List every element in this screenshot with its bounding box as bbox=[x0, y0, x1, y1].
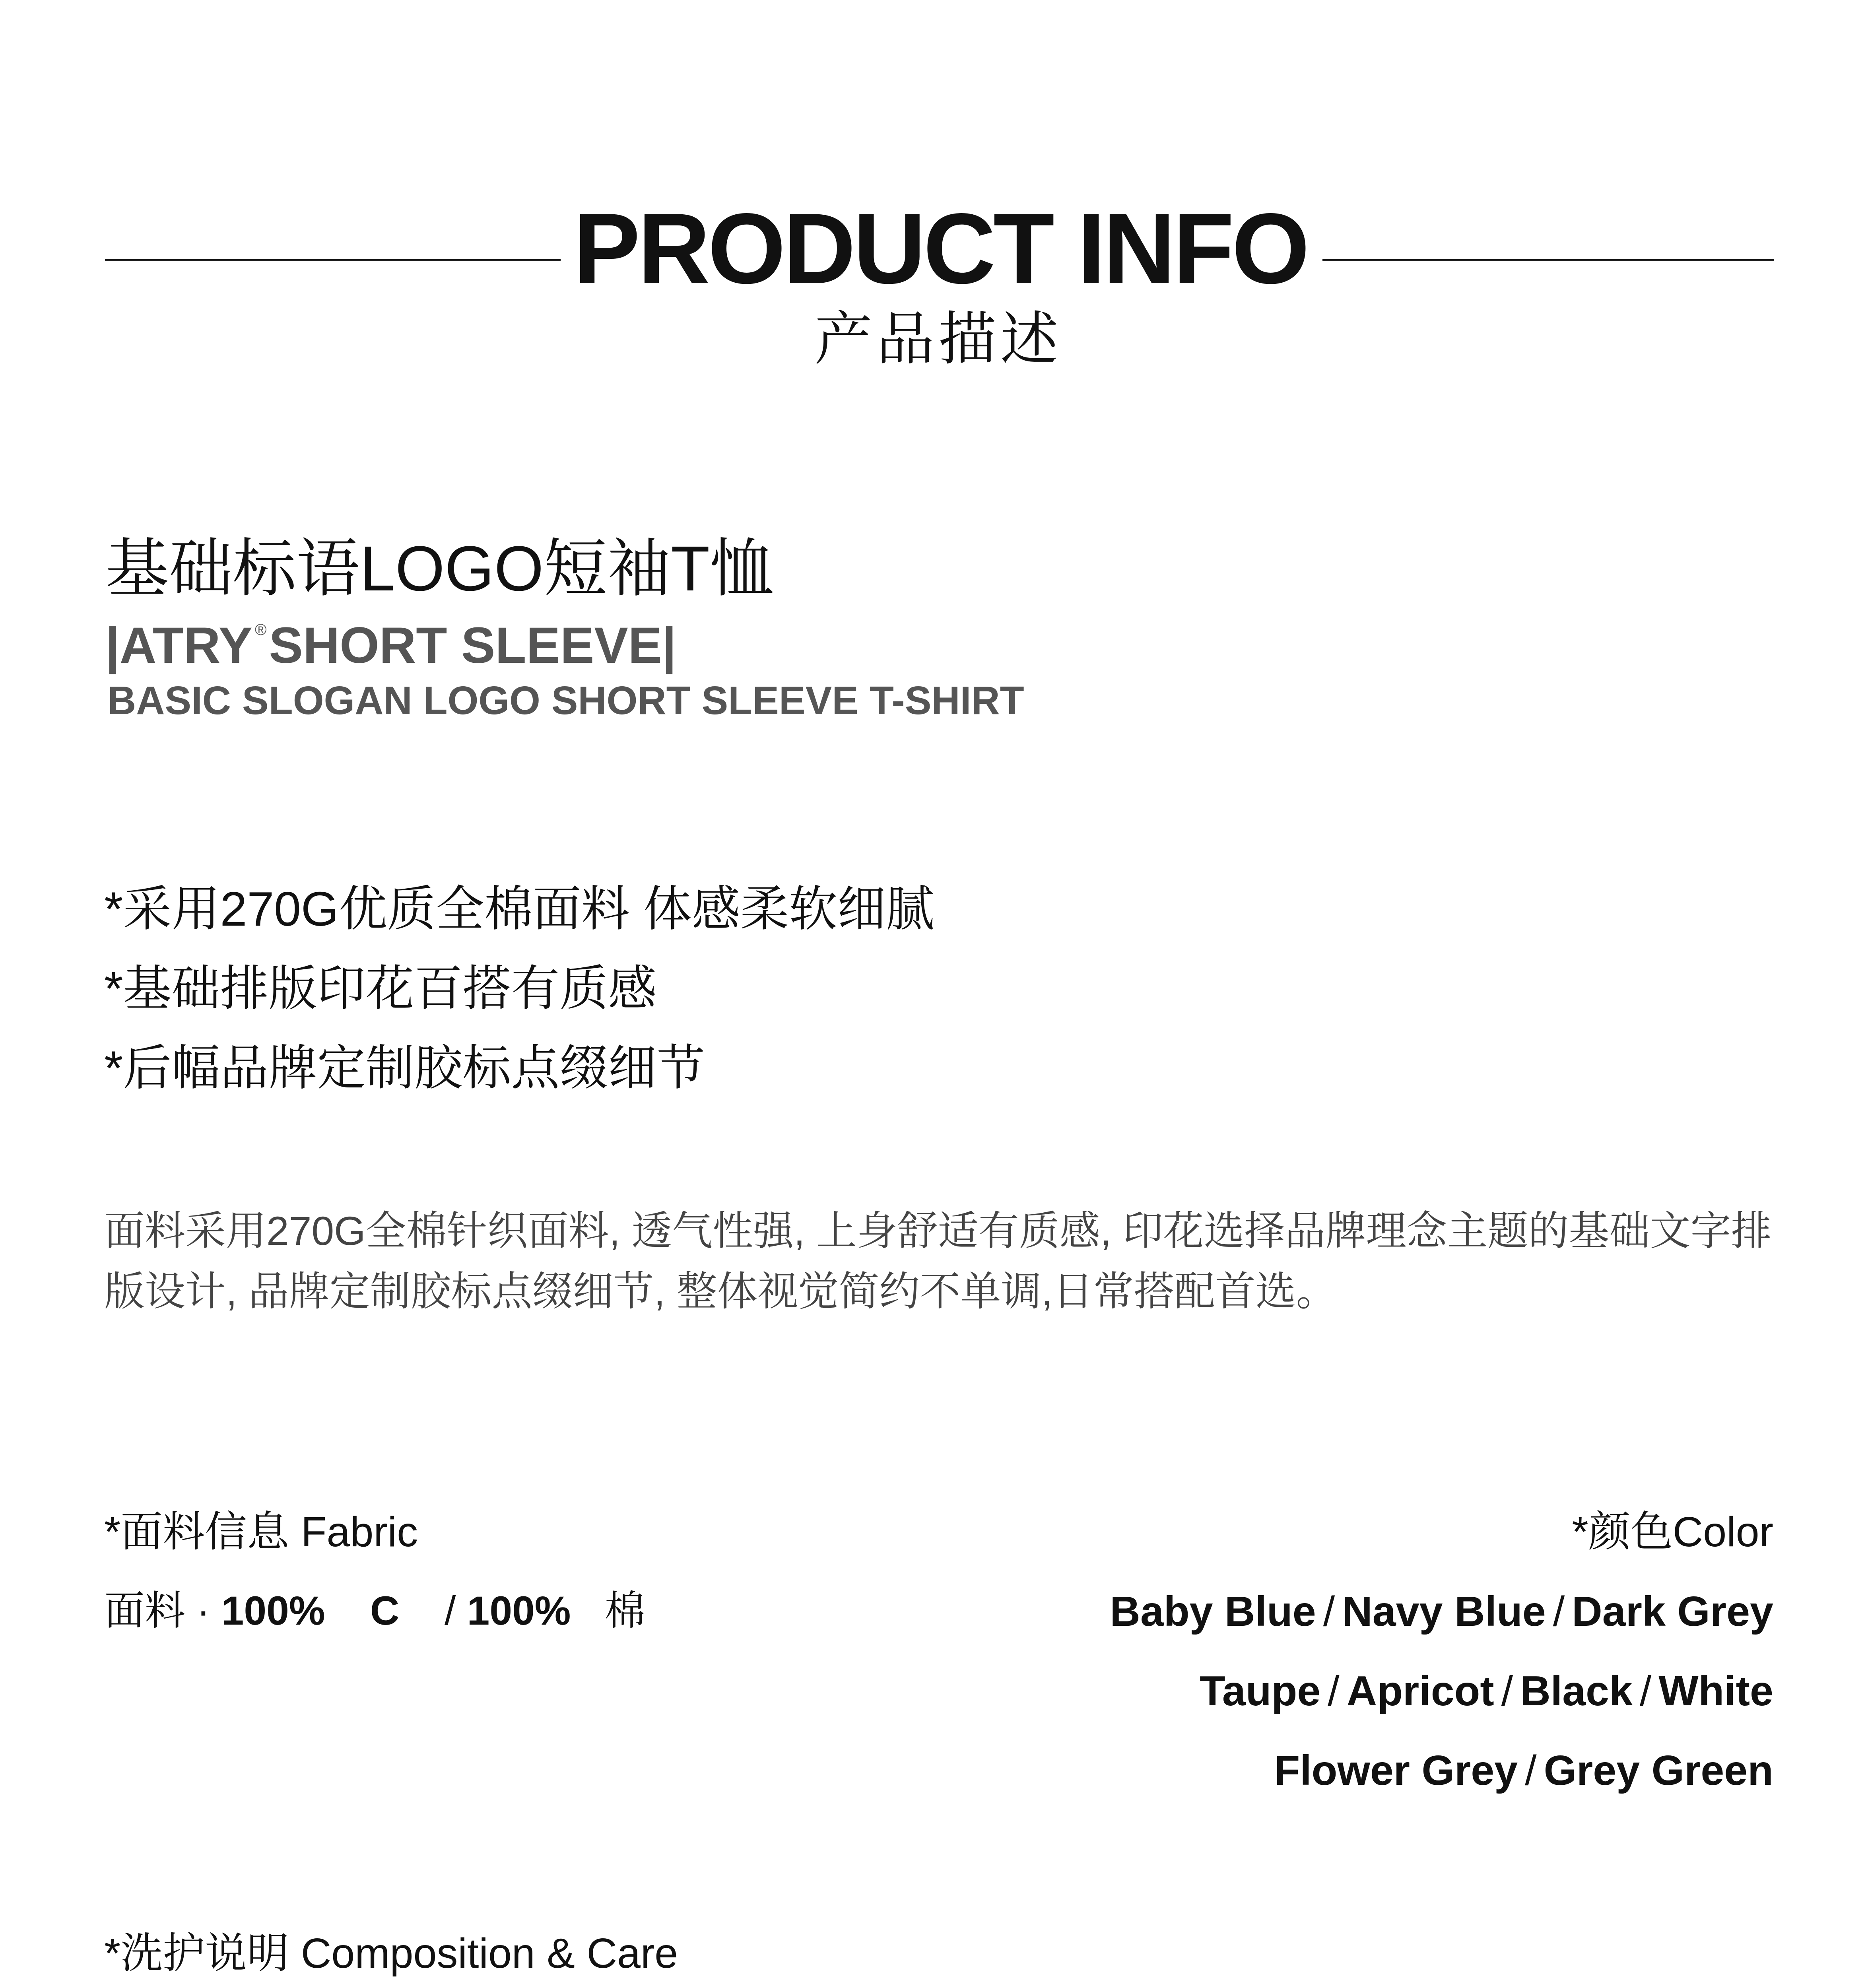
color-line-3: Flower Grey / Grey Green bbox=[1274, 1747, 1773, 1794]
page-subtitle: 产品描述 bbox=[814, 307, 1062, 371]
feature-item: *后幅品牌定制胶标点缀细节 bbox=[104, 1041, 705, 1095]
fabric-prefix: 面料 · bbox=[104, 1588, 221, 1633]
color-name: Grey Green bbox=[1544, 1747, 1773, 1794]
fabric-value bbox=[104, 1590, 645, 1631]
color-name: Black bbox=[1520, 1668, 1633, 1714]
brand-right: SHORT SLEEVE| bbox=[269, 617, 676, 674]
color-name: Apricot bbox=[1346, 1668, 1494, 1714]
product-name-en: BASIC SLOGAN LOGO SHORT SLEEVE T-SHIRT bbox=[107, 678, 1024, 723]
fabric-slash: / bbox=[444, 1588, 467, 1633]
product-name-cn: 基础标语LOGO短袖T恤 bbox=[105, 533, 774, 604]
fabric-c: C bbox=[370, 1588, 400, 1633]
product-brand bbox=[105, 617, 676, 674]
brand-left: |ATRY bbox=[105, 617, 252, 674]
fabric-label: *面料信息 Fabric bbox=[104, 1508, 418, 1555]
feature-item: *采用270G优质全棉面料 体感柔软细腻 bbox=[104, 882, 934, 936]
fabric-pct-1: 100% bbox=[221, 1588, 325, 1633]
fabric-pct-2: 100% bbox=[467, 1588, 571, 1633]
header-rule-left bbox=[105, 259, 561, 261]
product-description: 面料采用270G全棉针织面料, 透气性强, 上身舒适有质感, 印花选择品牌理念主题的基础文字排版设计, 品牌定制胶标点缀细节, 整体视觉简约不单调,日常搭配首选。 bbox=[104, 1208, 1772, 1314]
color-name: Navy Blue bbox=[1342, 1588, 1546, 1635]
color-name: Dark Grey bbox=[1572, 1588, 1773, 1635]
header-rule-right bbox=[1322, 259, 1774, 261]
color-name: Baby Blue bbox=[1110, 1588, 1316, 1635]
fabric-cotton: 棉 bbox=[604, 1588, 645, 1633]
care-label: *洗护说明 Composition & Care bbox=[104, 1930, 678, 1977]
color-line-2: Taupe / Apricot / Black / White bbox=[1199, 1668, 1773, 1714]
feature-item: *基础排版印花百搭有质感 bbox=[104, 961, 657, 1015]
color-label: *颜色Color bbox=[1572, 1508, 1773, 1555]
color-name: White bbox=[1658, 1668, 1773, 1714]
color-name: Taupe bbox=[1199, 1668, 1321, 1714]
registered-mark: ® bbox=[255, 621, 267, 639]
color-name: Flower Grey bbox=[1274, 1747, 1518, 1794]
page-title: PRODUCT INFO bbox=[573, 193, 1307, 305]
color-line-1: Baby Blue / Navy Blue / Dark Grey bbox=[1110, 1588, 1773, 1635]
